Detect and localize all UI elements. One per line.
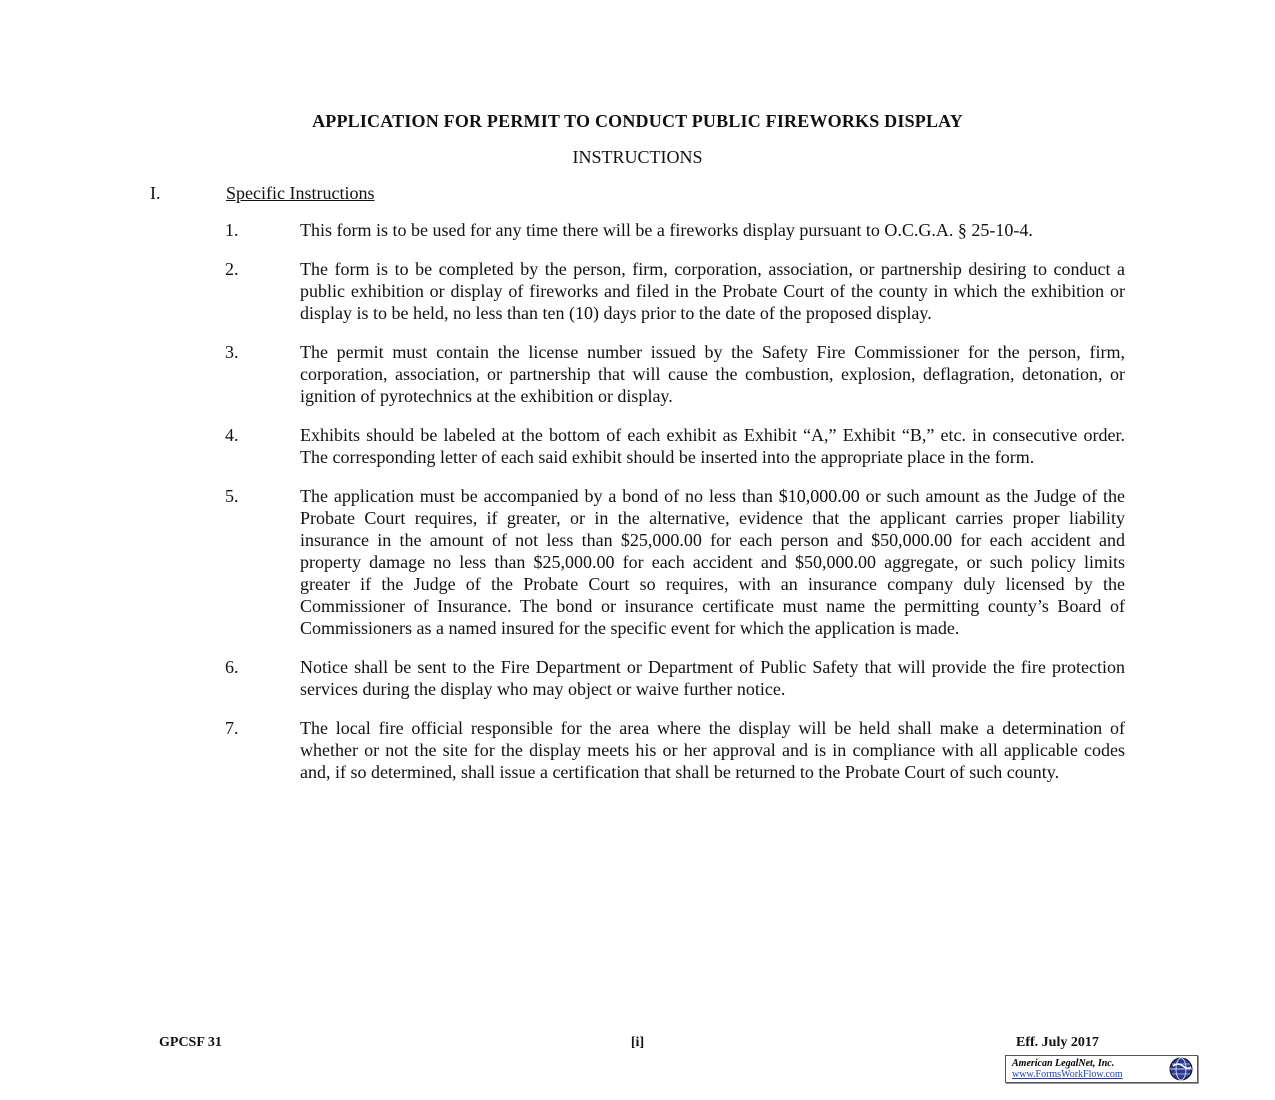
globe-icon [1169, 1057, 1193, 1081]
item-text: The local fire official responsible for the area where the display will be held shall make a determination of whether or not the site for the display meets his or her approval and is in compliance with all applicable codes and, if so determined, shall issue a certification that shall be returned to the Probate Court of such county. [300, 718, 1125, 782]
instruction-list [225, 219, 1125, 800]
logo-company-name: American LegalNet, Inc. [1012, 1058, 1115, 1069]
item-text: This form is to be used for any time there will be a fireworks display pursuant to O.C.G.A. § 25-10-4. [300, 220, 1033, 240]
item-text: The form is to be completed by the person, firm, corporation, association, or partnership desiring to conduct a public exhibition or display of fireworks and filed in the Probate Court of the county in which the exhibition or display is to be held, no less than ten (10) days prior to the date of the proposed display. [300, 259, 1125, 323]
list-item [225, 656, 1125, 700]
list-item [225, 258, 1125, 324]
company-logo[interactable] [1005, 1055, 1198, 1083]
item-number: 2. [225, 259, 239, 279]
footer-page-number: [i] [630, 1035, 645, 1050]
item-text: The application must be accompanied by a bond of no less than $10,000.00 or such amount as the Judge of the Probate Court requires, if greater, or in the alternative, evidence that the applicant carries proper liability insurance in the amount of not less than $25,000.00 for each person and $50,000.00 for each accident and property damage no less than $25,000.00 for each accident and $50,000.00 aggregate, or such policy limits greater if the Judge of the Probate Court so requires, with an insurance company duly licensed by the Commissioner of Insurance. The bond or insurance certificate must name the permitting county’s Board of Commissioners as a named insured for the specific event for which the application is made. [300, 486, 1125, 638]
item-number: 3. [225, 342, 239, 362]
item-number: 7. [225, 718, 239, 738]
list-item [225, 219, 1125, 241]
item-number: 5. [225, 486, 239, 506]
page-title: APPLICATION FOR PERMIT TO CONDUCT PUBLIC FIREWORKS DISPLAY [312, 111, 963, 131]
list-item [225, 485, 1125, 639]
item-text: Exhibits should be labeled at the bottom of each exhibit as Exhibit “A,” Exhibit “B,” etc. in consecutive order. The corresponding letter of each said exhibit should be inserted into the appropriate place in the form. [300, 425, 1125, 467]
section-title: Specific Instructions [226, 183, 375, 203]
item-number: 4. [225, 425, 239, 445]
list-item [225, 341, 1125, 407]
item-text: The permit must contain the license number issued by the Safety Fire Commissioner for the person, firm, corporation, association, or partnership that will cause the combustion, explosion, deflagration, detonation, or ignition of pyrotechnics at the exhibition or display. [300, 342, 1125, 406]
logo-url-link[interactable]: www.FormsWorkFlow.com [1012, 1069, 1123, 1080]
item-number: 1. [225, 220, 239, 240]
footer-effective-date: Eff. July 2017 [1016, 1035, 1099, 1050]
page-subtitle: INSTRUCTIONS [572, 147, 703, 167]
item-number: 6. [225, 657, 239, 677]
footer-form-code: GPCSF 31 [159, 1035, 222, 1050]
item-text: Notice shall be sent to the Fire Department or Department of Public Safety that will provide the fire protection services during the display who may object or waive further notice. [300, 657, 1125, 699]
section-number: I. [150, 183, 161, 203]
list-item [225, 717, 1125, 783]
list-item [225, 424, 1125, 468]
